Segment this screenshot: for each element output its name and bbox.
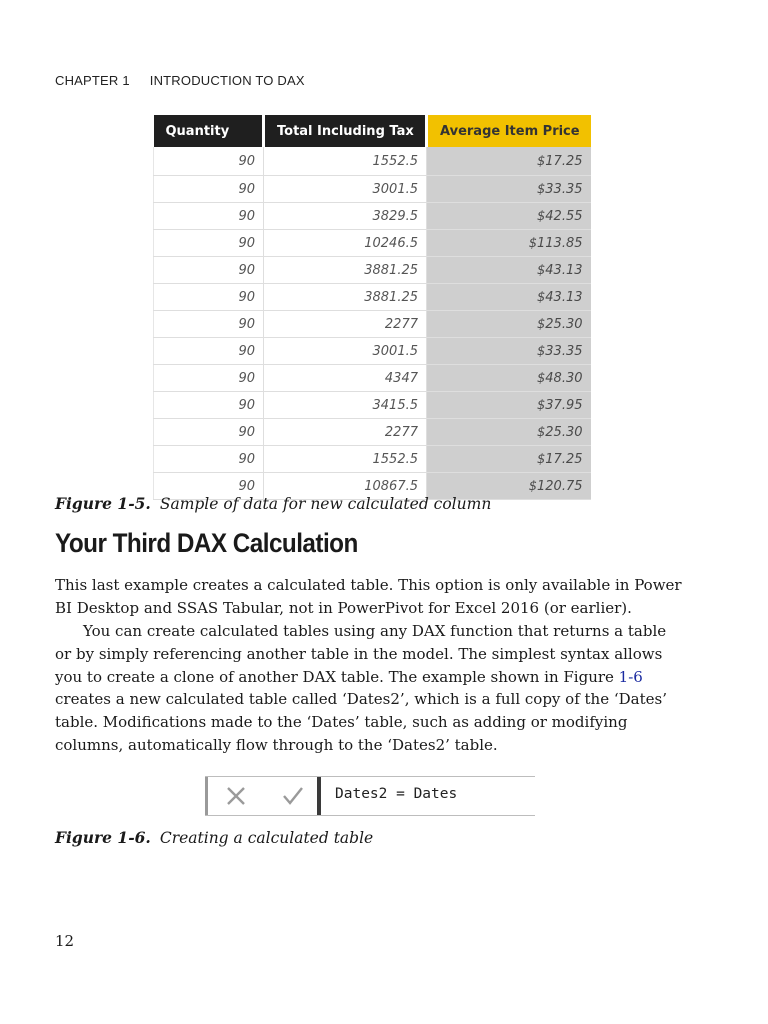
cell-quantity: 90 bbox=[154, 473, 264, 500]
paragraph-1: This last example creates a calculated table. This option is only available in Power BI Desktop and SSAS Tabular, not in PowerPivot for Excel 2016 (or earlier). bbox=[55, 576, 682, 617]
page-number: 12 bbox=[55, 932, 75, 950]
cell-average-item-price: $42.55 bbox=[427, 203, 591, 230]
table-row[interactable] bbox=[154, 365, 591, 392]
check-icon[interactable] bbox=[281, 785, 305, 807]
formula-bar-edge bbox=[205, 777, 208, 815]
cell-average-item-price: $120.75 bbox=[427, 473, 591, 500]
cell-total-including-tax: 1552.5 bbox=[264, 446, 427, 473]
data-table bbox=[153, 115, 591, 500]
figure-1-6-caption bbox=[55, 828, 373, 847]
cell-quantity: 90 bbox=[154, 419, 264, 446]
figure-1-5-caption bbox=[55, 494, 491, 513]
cell-quantity: 90 bbox=[154, 365, 264, 392]
figure-reference-link[interactable]: 1-6 bbox=[618, 667, 643, 686]
cell-average-item-price: $33.35 bbox=[427, 176, 591, 203]
table-row[interactable] bbox=[154, 257, 591, 284]
formula-bar-divider bbox=[317, 777, 321, 815]
caption-label: Figure 1-6. bbox=[55, 828, 151, 847]
cell-total-including-tax: 4347 bbox=[264, 365, 427, 392]
cell-average-item-price: $113.85 bbox=[427, 230, 591, 257]
cell-quantity: 90 bbox=[154, 311, 264, 338]
cell-quantity: 90 bbox=[154, 147, 264, 176]
cell-average-item-price: $43.13 bbox=[427, 257, 591, 284]
cell-quantity: 90 bbox=[154, 446, 264, 473]
table-row[interactable] bbox=[154, 176, 591, 203]
running-head bbox=[55, 73, 305, 88]
table-row[interactable] bbox=[154, 230, 591, 257]
caption-text: Sample of data for new calculated column bbox=[159, 495, 492, 513]
paragraph-2-part-2: creates a new calculated table called ‘Dates2’, which is a full copy of the ‘Dates’ table. Modifications made to the ‘Dates’ table, such as adding or modifying columns, automatically flow through to the ‘Dates2’ table. bbox=[55, 690, 667, 754]
cell-average-item-price: $17.25 bbox=[427, 446, 591, 473]
figure-1-5-table bbox=[153, 115, 590, 494]
cell-total-including-tax: 3881.25 bbox=[264, 284, 427, 311]
column-header-quantity[interactable]: Quantity bbox=[154, 115, 264, 147]
cell-total-including-tax: 1552.5 bbox=[264, 147, 427, 176]
cell-total-including-tax: 3881.25 bbox=[264, 257, 427, 284]
table-row[interactable] bbox=[154, 338, 591, 365]
cell-quantity: 90 bbox=[154, 284, 264, 311]
table-row[interactable] bbox=[154, 203, 591, 230]
chapter-title: INTRODUCTION TO DAX bbox=[149, 73, 305, 88]
figure-1-6-formula-bar bbox=[205, 776, 535, 816]
table-row[interactable] bbox=[154, 392, 591, 419]
cell-average-item-price: $43.13 bbox=[427, 284, 591, 311]
table-row[interactable] bbox=[154, 419, 591, 446]
cell-quantity: 90 bbox=[154, 338, 264, 365]
cell-total-including-tax: 2277 bbox=[264, 419, 427, 446]
table-row[interactable] bbox=[154, 284, 591, 311]
cell-total-including-tax: 3415.5 bbox=[264, 392, 427, 419]
cell-total-including-tax: 3829.5 bbox=[264, 203, 427, 230]
table-row[interactable] bbox=[154, 147, 591, 176]
table-body bbox=[154, 147, 591, 500]
close-icon[interactable] bbox=[225, 785, 247, 807]
table-row[interactable] bbox=[154, 446, 591, 473]
section-heading: Your Third DAX Calculation bbox=[55, 528, 358, 558]
caption-text: Creating a calculated table bbox=[159, 829, 374, 847]
cell-average-item-price: $37.95 bbox=[427, 392, 591, 419]
cell-quantity: 90 bbox=[154, 392, 264, 419]
cell-total-including-tax: 3001.5 bbox=[264, 338, 427, 365]
column-header-total-including-tax[interactable]: Total Including Tax bbox=[264, 115, 427, 147]
caption-label: Figure 1-5. bbox=[55, 494, 151, 513]
cell-quantity: 90 bbox=[154, 203, 264, 230]
cell-average-item-price: $48.30 bbox=[427, 365, 591, 392]
cell-total-including-tax: 10867.5 bbox=[264, 473, 427, 500]
cell-average-item-price: $25.30 bbox=[427, 419, 591, 446]
table-row[interactable] bbox=[154, 311, 591, 338]
formula-input[interactable]: Dates2 = Dates bbox=[335, 786, 458, 802]
table-header-row bbox=[154, 115, 591, 147]
cell-average-item-price: $25.30 bbox=[427, 311, 591, 338]
cell-total-including-tax: 3001.5 bbox=[264, 176, 427, 203]
cell-quantity: 90 bbox=[154, 257, 264, 284]
cell-total-including-tax: 10246.5 bbox=[264, 230, 427, 257]
paragraph-2 bbox=[55, 620, 685, 757]
cell-total-including-tax: 2277 bbox=[264, 311, 427, 338]
cell-quantity: 90 bbox=[154, 230, 264, 257]
cell-quantity: 90 bbox=[154, 176, 264, 203]
column-header-average-item-price[interactable]: Average Item Price bbox=[427, 115, 591, 147]
cell-average-item-price: $33.35 bbox=[427, 338, 591, 365]
paragraph-2-part-1: You can create calculated tables using any DAX function that returns a table or by simply referencing another table in the model. The simplest syntax allows you to create a clone of another DAX table. The example shown in Figure bbox=[55, 622, 667, 686]
cell-average-item-price: $17.25 bbox=[427, 147, 591, 176]
chapter-number: CHAPTER 1 bbox=[55, 73, 130, 88]
